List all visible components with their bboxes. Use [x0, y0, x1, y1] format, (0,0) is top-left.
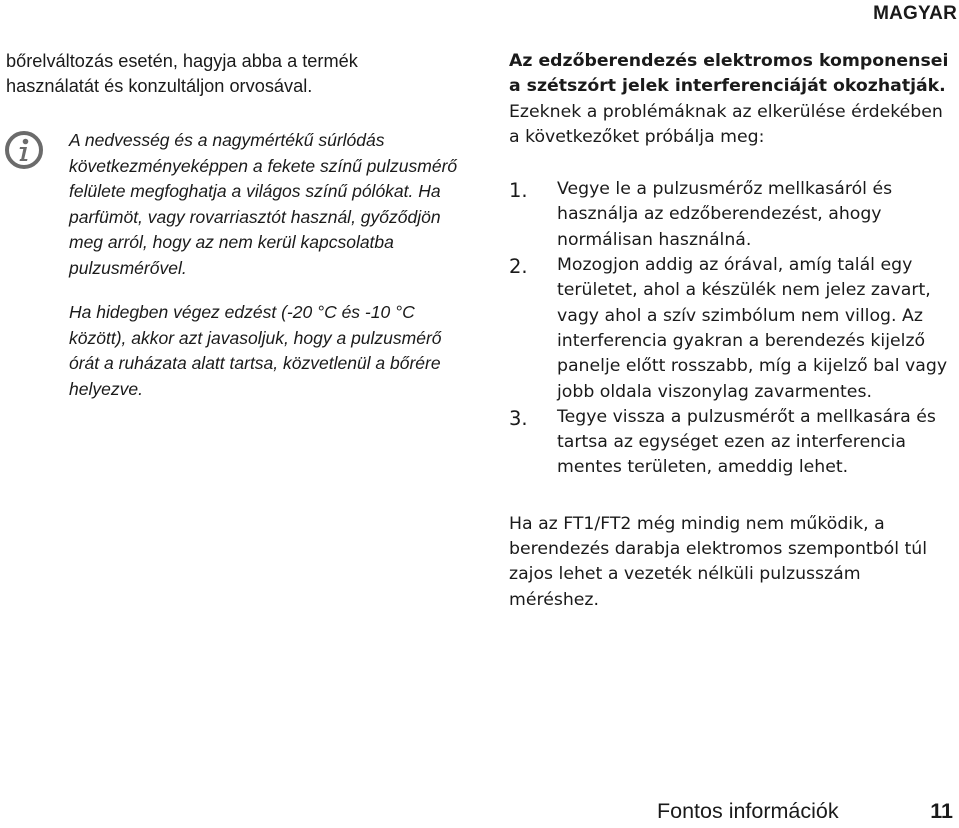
closing-paragraph: Ha az FT1/FT2 még mindig nem működik, a berendezés darabja elektromos szempontból túl zajos lehet a vezeték nélküli pulzusszám méréshez.	[509, 513, 928, 610]
step-number: 2.	[509, 255, 528, 279]
steps-list	[509, 177, 949, 481]
language-header: MAGYAR	[873, 3, 957, 24]
list-item	[509, 405, 949, 481]
note-paragraph: A nedvesség és a nagymértékű súrlódás következményeképpen a fekete színű pulzusmérő felülete megfoghatja a világos színű pólókat. Ha parfümöt, vagy rovarriasztót használ, győződjön meg arról, hogy az nem kerül kapcsolatba pulzusmérővel.	[69, 130, 458, 278]
step-text: Mozogjon addig az órával, amíg talál egy területet, ahol a készülék nem jelez zavart, vagy ahol a szív szimbólum nem villog. Az interferencia gyakran a berendezés kijelző panelje előtt rosszabb, míg a kijelző bal vagy jobb oldala viszonylag zavarmentes.	[557, 255, 948, 402]
step-number: 1.	[509, 179, 528, 203]
list-item	[509, 253, 949, 405]
right-column	[509, 49, 949, 613]
page-number: 11	[930, 799, 953, 823]
list-item	[509, 177, 949, 253]
interference-instructions: Ezeknek a problémáknak az elkerülése érdekében a következőket próbálja meg:	[509, 101, 943, 147]
footer-section-title: Fontos információk	[657, 799, 839, 823]
step-number: 3.	[509, 406, 528, 430]
right-intro-paragraph	[509, 49, 949, 150]
note-paragraph: Ha hidegben végez edzést (-20 °C és -10 °C között), akkor azt javasoljuk, hogy a pulzusmérő órát a ruházata alatt tartsa, közvetlenül a bőrére helyezve.	[69, 302, 442, 399]
step-text: Vegye le a pulzusmérőz mellkasáról és használja az edzőberendezést, ahogy normálisan használná.	[557, 179, 893, 250]
step-text: Tegye vissza a pulzusmérőt a mellkasára és tartsa az egységet ezen az interferencia mentes területen, ameddig lehet.	[557, 406, 936, 478]
note-block	[69, 128, 464, 421]
info-icon	[4, 130, 44, 170]
left-intro-paragraph: bőrelváltozás esetén, hagyja abba a termék használatát és konzultáljon orvosával.	[6, 51, 358, 96]
interference-warning: Az edzőberendezés elektromos komponensei a szétszórt jelek interferenciáját okozhatják.	[509, 51, 949, 97]
